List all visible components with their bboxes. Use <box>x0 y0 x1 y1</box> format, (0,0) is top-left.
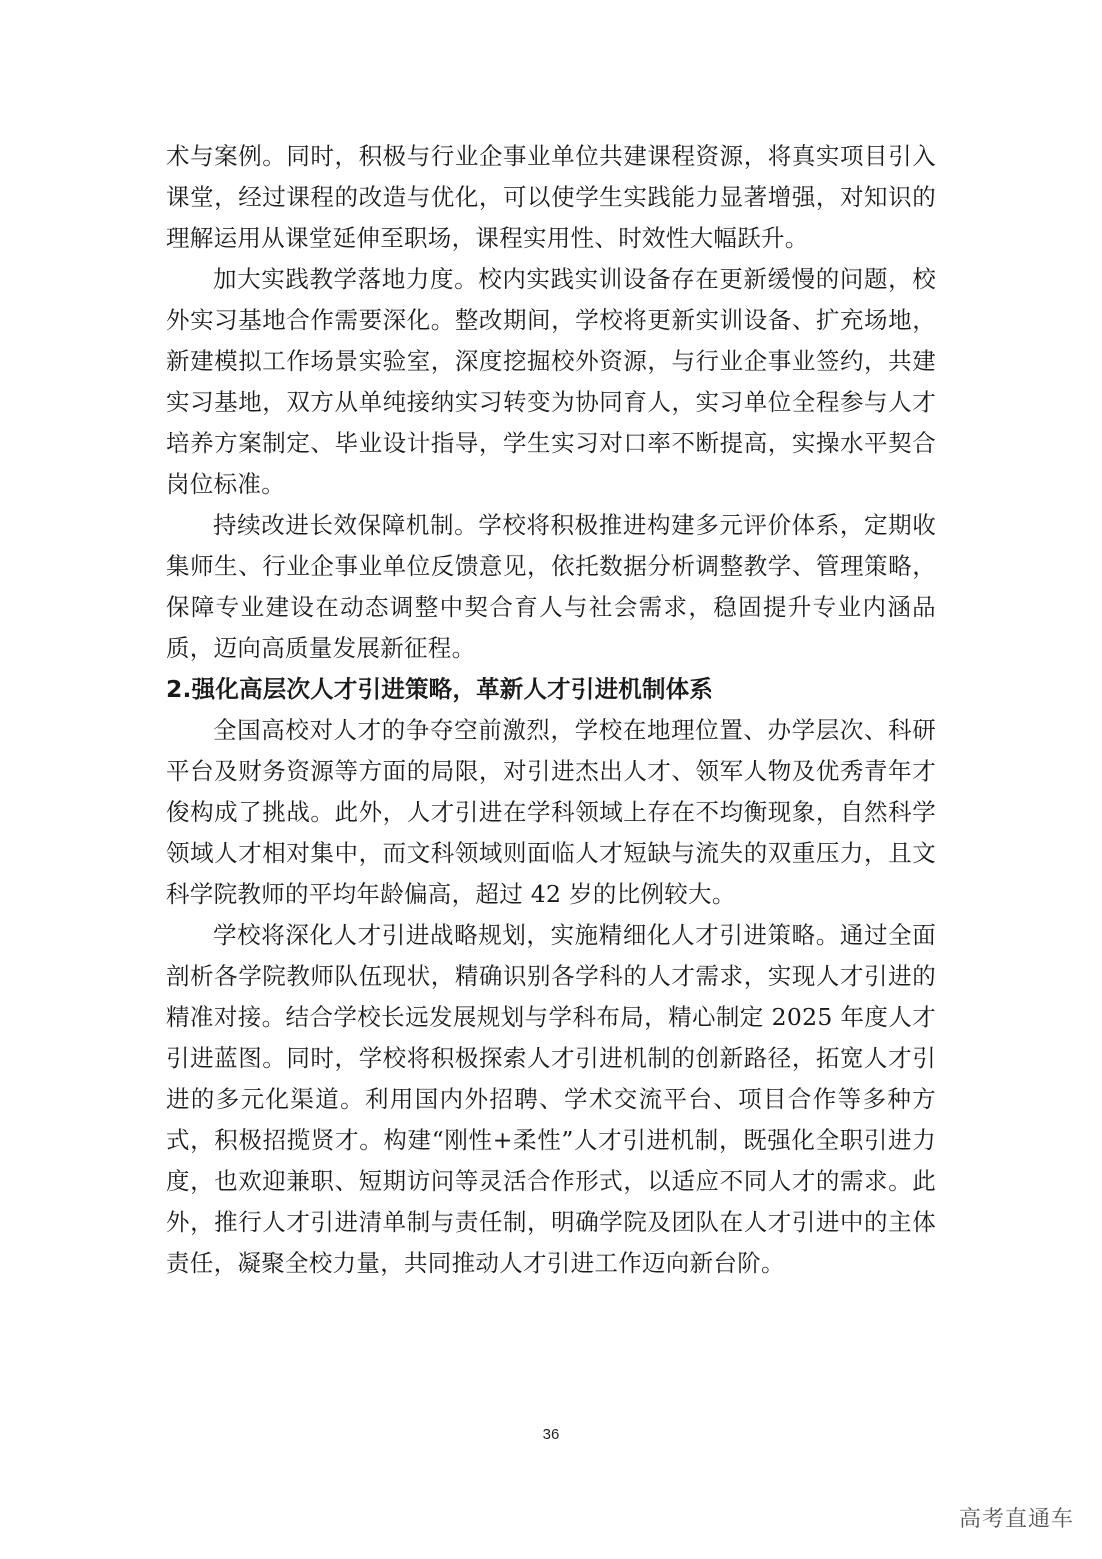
paragraph-course-resources: 术与案例。同时，积极与行业企事业单位共建课程资源，将真实项目引入课堂，经过课程的改造与优化，可以使学生实践能力显著增强，对知识的理解运用从课堂延伸至职场，课程实用性、时效性大幅跃升。 <box>166 142 936 252</box>
paragraph-talent-strategy: 学校将深化人才引进战略规划，实施精细化人才引进策略。通过全面剖析各学院教师队伍现状，精确识别各学科的人才需求，实现人才引进的精准对接。结合学校长远发展规划与学科布局，精心制定 2025 年度人才引进蓝图。同时，学校将积极探索人才引进机制的创新路径，拓宽人才引进的多元化渠道。利用国内外招聘、学术交流平台、项目合作等多种方式，积极招揽贤才。构建“刚性+柔性”人才引进机制，既强化全职引进力度，也欢迎兼职、短期访问等灵活合作形式，以适应不同人才的需求。此外，推行人才引进清单制与责任制，明确学院及团队在人才引进中的主体责任，凝聚全校力量，共同推动人才引进工作迈向新台阶。 <box>166 921 936 1277</box>
section-heading-talent-introduction: 2.强化高层次人才引进策略，革新人才引进机制体系 <box>166 675 714 703</box>
paragraph-practice-teaching: 加大实践教学落地力度。校内实践实训设备存在更新缓慢的问题，校外实习基地合作需要深化。整改期间，学校将更新实训设备、扩充场地，新建模拟工作场景实验室，深度挖掘校外资源，与行业企事业签约，共建实习基地，双方从单纯接纳实习转变为协同育人，实习单位全程参与人才培养方案制定、毕业设计指导，学生实习对口率不断提高，实操水平契合岗位标准。 <box>166 265 936 498</box>
paragraph-continuous-improvement: 持续改进长效保障机制。学校将积极推进构建多元评价体系，定期收集师生、行业企事业单位反馈意见，依托数据分析调整教学、管理策略，保障专业建设在动态调整中契合育人与社会需求，稳固提升专业内涵品质，迈向高质量发展新征程。 <box>166 511 936 662</box>
page-body <box>166 136 936 1284</box>
paragraph-talent-competition: 全国高校对人才的争夺空前激烈，学校在地理位置、办学层次、科研平台及财务资源等方面的局限，对引进杰出人才、领军人物及优秀青年才俊构成了挑战。此外，人才引进在学科领域上存在不均衡现象，自然科学领域人才相对集中，而文科领域则面临人才短缺与流失的双重压力，且文科学院教师的平均年龄偏高，超过 42 岁的比例较大。 <box>166 716 936 908</box>
watermark-logo-text: 高考直通车 <box>958 1507 1074 1532</box>
page-number: 36 <box>542 1426 560 1443</box>
